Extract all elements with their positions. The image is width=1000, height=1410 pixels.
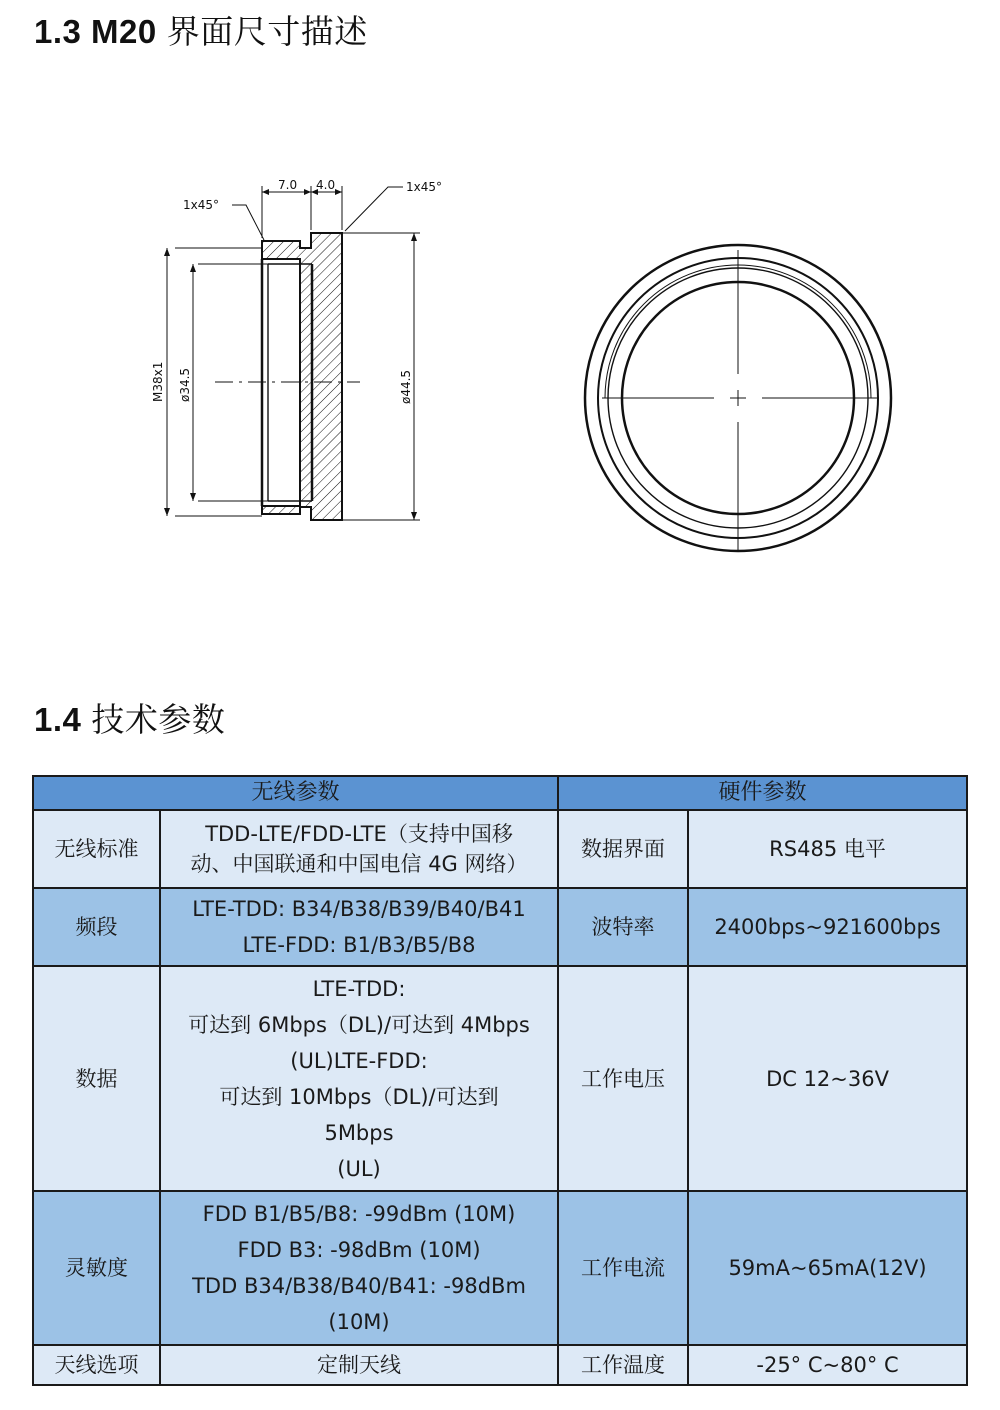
header-wireless: 无线参数 — [33, 776, 558, 810]
table-row — [33, 1345, 967, 1385]
row-value — [160, 1345, 558, 1385]
chamfer-left-label: 1x45° — [183, 198, 220, 212]
value-line: FDD B3: -98dBm (10M) — [237, 1238, 481, 1262]
dim-thread-label: M38x1 — [151, 361, 165, 402]
value-line: (UL) — [337, 1156, 381, 1181]
value-line: TDD B34/B38/B40/B41: -98dBm — [192, 1274, 526, 1298]
row-value — [160, 810, 558, 888]
hw-label: 波特率 — [558, 888, 688, 966]
hw-label: 工作电流 — [558, 1191, 688, 1345]
value-line: LTE-TDD: — [312, 976, 406, 1001]
row-label: 频段 — [33, 888, 160, 966]
section-hatch — [262, 233, 342, 520]
header-hardware: 硬件参数 — [558, 776, 967, 810]
table-header-row — [33, 776, 967, 810]
row-label: 数据 — [33, 966, 160, 1191]
dim-top-left: 7.0 — [278, 178, 298, 192]
table-row — [33, 810, 967, 888]
dim-outer-label: ø44.5 — [399, 369, 413, 404]
value-line: 定制天线 — [317, 1353, 401, 1377]
value-line: (10M) — [328, 1310, 390, 1334]
hw-value: 2400bps~921600bps — [688, 888, 967, 966]
dim-top-right: 4.0 — [316, 178, 336, 192]
section-heading-1-4 — [34, 700, 225, 740]
row-value — [160, 888, 558, 966]
hw-value: RS485 电平 — [688, 810, 967, 888]
side-view — [164, 186, 420, 520]
value-line: LTE-FDD: B1/B3/B5/B8 — [242, 933, 476, 957]
hw-value: -25° C~80° C — [688, 1345, 967, 1385]
row-value — [160, 1191, 558, 1345]
value-line: TDD-LTE/FDD-LTE（支持中国移 — [205, 822, 513, 846]
value-line: FDD B1/B5/B8: -99dBm (10M) — [202, 1202, 516, 1226]
table-row — [33, 966, 967, 1191]
section-number: 1.4 — [34, 701, 82, 738]
spec-table — [32, 775, 968, 1386]
section-number: 1.3 M20 — [34, 13, 157, 50]
chamfer-right-label: 1x45° — [406, 180, 443, 194]
front-view — [585, 245, 891, 551]
section-title: 技术参数 — [91, 700, 226, 739]
row-label: 无线标准 — [33, 810, 160, 888]
hw-value: 59mA~65mA(12V) — [688, 1191, 967, 1345]
hw-label: 数据界面 — [558, 810, 688, 888]
row-label: 天线选项 — [33, 1345, 160, 1385]
hw-value: DC 12~36V — [688, 966, 967, 1191]
section-title: 界面尺寸描述 — [166, 12, 368, 51]
value-line: 动、中国联通和中国电信 4G 网络） — [190, 852, 528, 876]
table-row — [33, 1191, 967, 1345]
section-heading-1-3 — [34, 12, 368, 52]
table-row — [33, 888, 967, 966]
row-value — [160, 966, 558, 1191]
hw-label: 工作电压 — [558, 966, 688, 1191]
dim-inner-label: ø34.5 — [178, 367, 192, 402]
value-line: 5Mbps — [324, 1120, 394, 1145]
interface-dimension-drawing — [0, 160, 1000, 560]
row-label: 灵敏度 — [33, 1191, 160, 1345]
value-line: (UL)LTE-FDD: — [290, 1048, 428, 1073]
value-line: 可达到 6Mbps（DL)/可达到 4Mbps — [188, 1012, 530, 1037]
value-line: LTE-TDD: B34/B38/B39/B40/B41 — [192, 897, 526, 921]
hw-label: 工作温度 — [558, 1345, 688, 1385]
value-line: 可达到 10Mbps（DL)/可达到 — [219, 1084, 499, 1109]
